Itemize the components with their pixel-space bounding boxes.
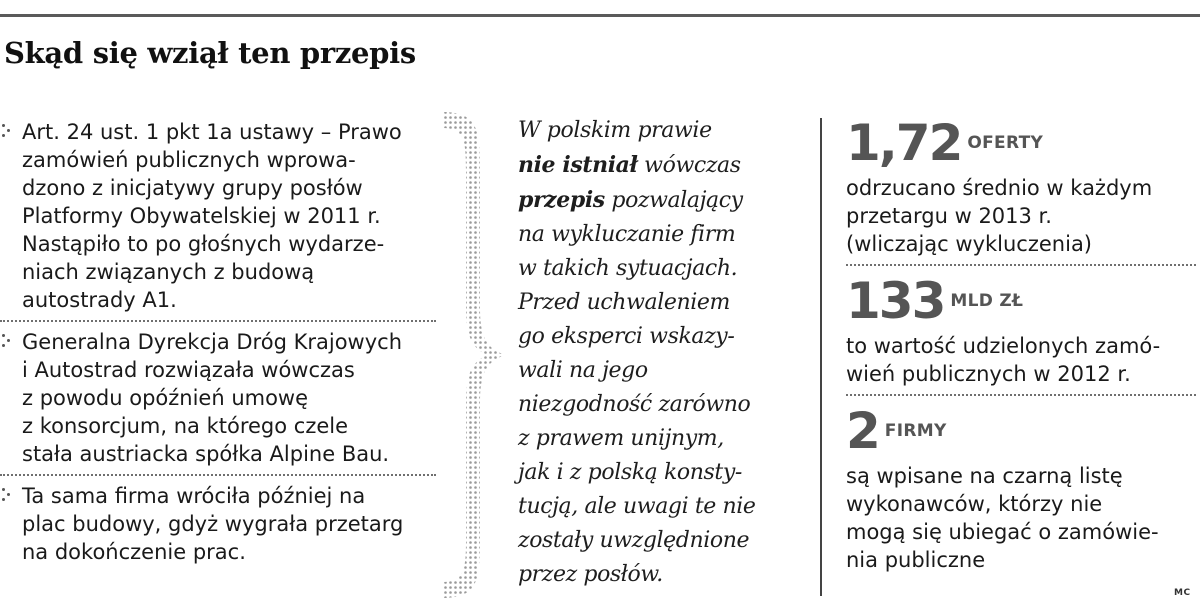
stat-block bbox=[846, 114, 1196, 266]
dotted-brace-icon bbox=[438, 110, 510, 600]
author-credit: MC bbox=[1174, 588, 1191, 598]
quote-emphasis: nie istniał bbox=[518, 152, 638, 178]
quote-line bbox=[518, 183, 808, 218]
item-line: Platformy Obywatelskiej w 2011 r. bbox=[22, 204, 381, 228]
dot-bullet-icon bbox=[2, 124, 12, 138]
headline: Skąd się wziął ten przepis bbox=[4, 36, 416, 70]
stat-block bbox=[846, 272, 1196, 396]
left-column bbox=[0, 112, 436, 572]
stat-line: (wliczając wykluczenia) bbox=[846, 232, 1093, 256]
stat-line: wień publicznych w 2012 r. bbox=[846, 362, 1131, 386]
stat-line: wykonawców, którzy nie bbox=[846, 492, 1103, 516]
item-line: zamówień publicznych wprowa- bbox=[22, 148, 356, 172]
item-line: stała austriacka spółka Alpine Bau. bbox=[22, 442, 390, 466]
quote-fragment: pozwalający bbox=[604, 188, 743, 213]
stat-heading bbox=[846, 402, 1196, 460]
item-line: z konsorcjum, na którego czele bbox=[22, 414, 349, 438]
item-line: z powodu opóźnień umowę bbox=[22, 386, 309, 410]
quote-line: z prawem unijnym, bbox=[518, 426, 724, 451]
stat-value: 133 bbox=[846, 272, 945, 330]
stat-line: to wartość udzielonych zamó- bbox=[846, 334, 1161, 358]
stat-value: 1,72 bbox=[846, 114, 962, 172]
stat-description bbox=[846, 456, 1196, 580]
item-line: i Autostrad rozwiązała wówczas bbox=[22, 358, 355, 382]
stat-unit: FIRMY bbox=[884, 421, 947, 441]
quote-line: Przed uchwaleniem bbox=[518, 290, 730, 315]
quote-line: na wykluczanie firm bbox=[518, 222, 736, 247]
item-line: plac budowy, gdyż wygrała przetarg bbox=[22, 512, 404, 536]
item-line: na dokończenie prac. bbox=[22, 540, 246, 564]
stat-description bbox=[846, 168, 1196, 264]
item-line: autostrady A1. bbox=[22, 288, 177, 312]
item-line: niach związanych z budową bbox=[22, 260, 315, 284]
quote-line: przez posłów. bbox=[518, 562, 663, 587]
stat-unit: OFERTY bbox=[967, 133, 1044, 153]
item-line: Generalna Dyrekcja Dróg Krajowych bbox=[22, 330, 402, 354]
stat-line: odrzucano średnio w każdym bbox=[846, 176, 1153, 200]
quote-emphasis: przepis bbox=[518, 187, 605, 213]
quote-line: jak i z polską konsty- bbox=[518, 460, 742, 485]
stat-value: 2 bbox=[846, 402, 879, 460]
dot-bullet-icon bbox=[2, 488, 12, 502]
stat-heading bbox=[846, 114, 1196, 172]
item-line: Art. 24 ust. 1 pkt 1a ustawy – Prawo bbox=[22, 120, 402, 144]
quote-line: niezgodność zarówno bbox=[518, 392, 751, 417]
stat-line: mogą się ubiegać o zamówie- bbox=[846, 520, 1159, 544]
stat-description bbox=[846, 326, 1196, 394]
quote-line: tucją, ale uwagi te nie bbox=[518, 494, 756, 519]
quote-line bbox=[518, 148, 808, 183]
item-line: dzono z inicjatywy grupy posłów bbox=[22, 176, 363, 200]
quote-line: W polskim prawie bbox=[518, 118, 712, 143]
item-line: Nastąpiło to po głośnych wydarze- bbox=[22, 232, 385, 256]
stat-unit: MLD ZŁ bbox=[950, 291, 1024, 311]
list-item bbox=[0, 112, 436, 322]
item-line: Ta sama firma wróciła później na bbox=[22, 484, 366, 508]
quote-line: go eksperci wskazy- bbox=[518, 324, 735, 349]
list-item bbox=[0, 476, 436, 572]
stat-line: przetargu w 2013 r. bbox=[846, 204, 1052, 228]
list-item bbox=[0, 322, 436, 476]
stat-block bbox=[846, 402, 1196, 580]
top-rule bbox=[0, 14, 1200, 17]
quote-line: w takich sytuacjach. bbox=[518, 256, 738, 281]
pull-quote bbox=[518, 114, 808, 592]
dot-bullet-icon bbox=[2, 334, 12, 348]
stats-column bbox=[846, 114, 1196, 580]
quote-fragment: wówczas bbox=[637, 153, 741, 178]
quote-line: wali na jego bbox=[518, 358, 648, 383]
quote-line: zostały uwzględnione bbox=[518, 528, 750, 553]
stat-line: są wpisane na czarną listę bbox=[846, 464, 1123, 488]
stat-line: nia publiczne bbox=[846, 548, 986, 572]
column-divider bbox=[820, 118, 822, 596]
stat-heading bbox=[846, 272, 1196, 330]
